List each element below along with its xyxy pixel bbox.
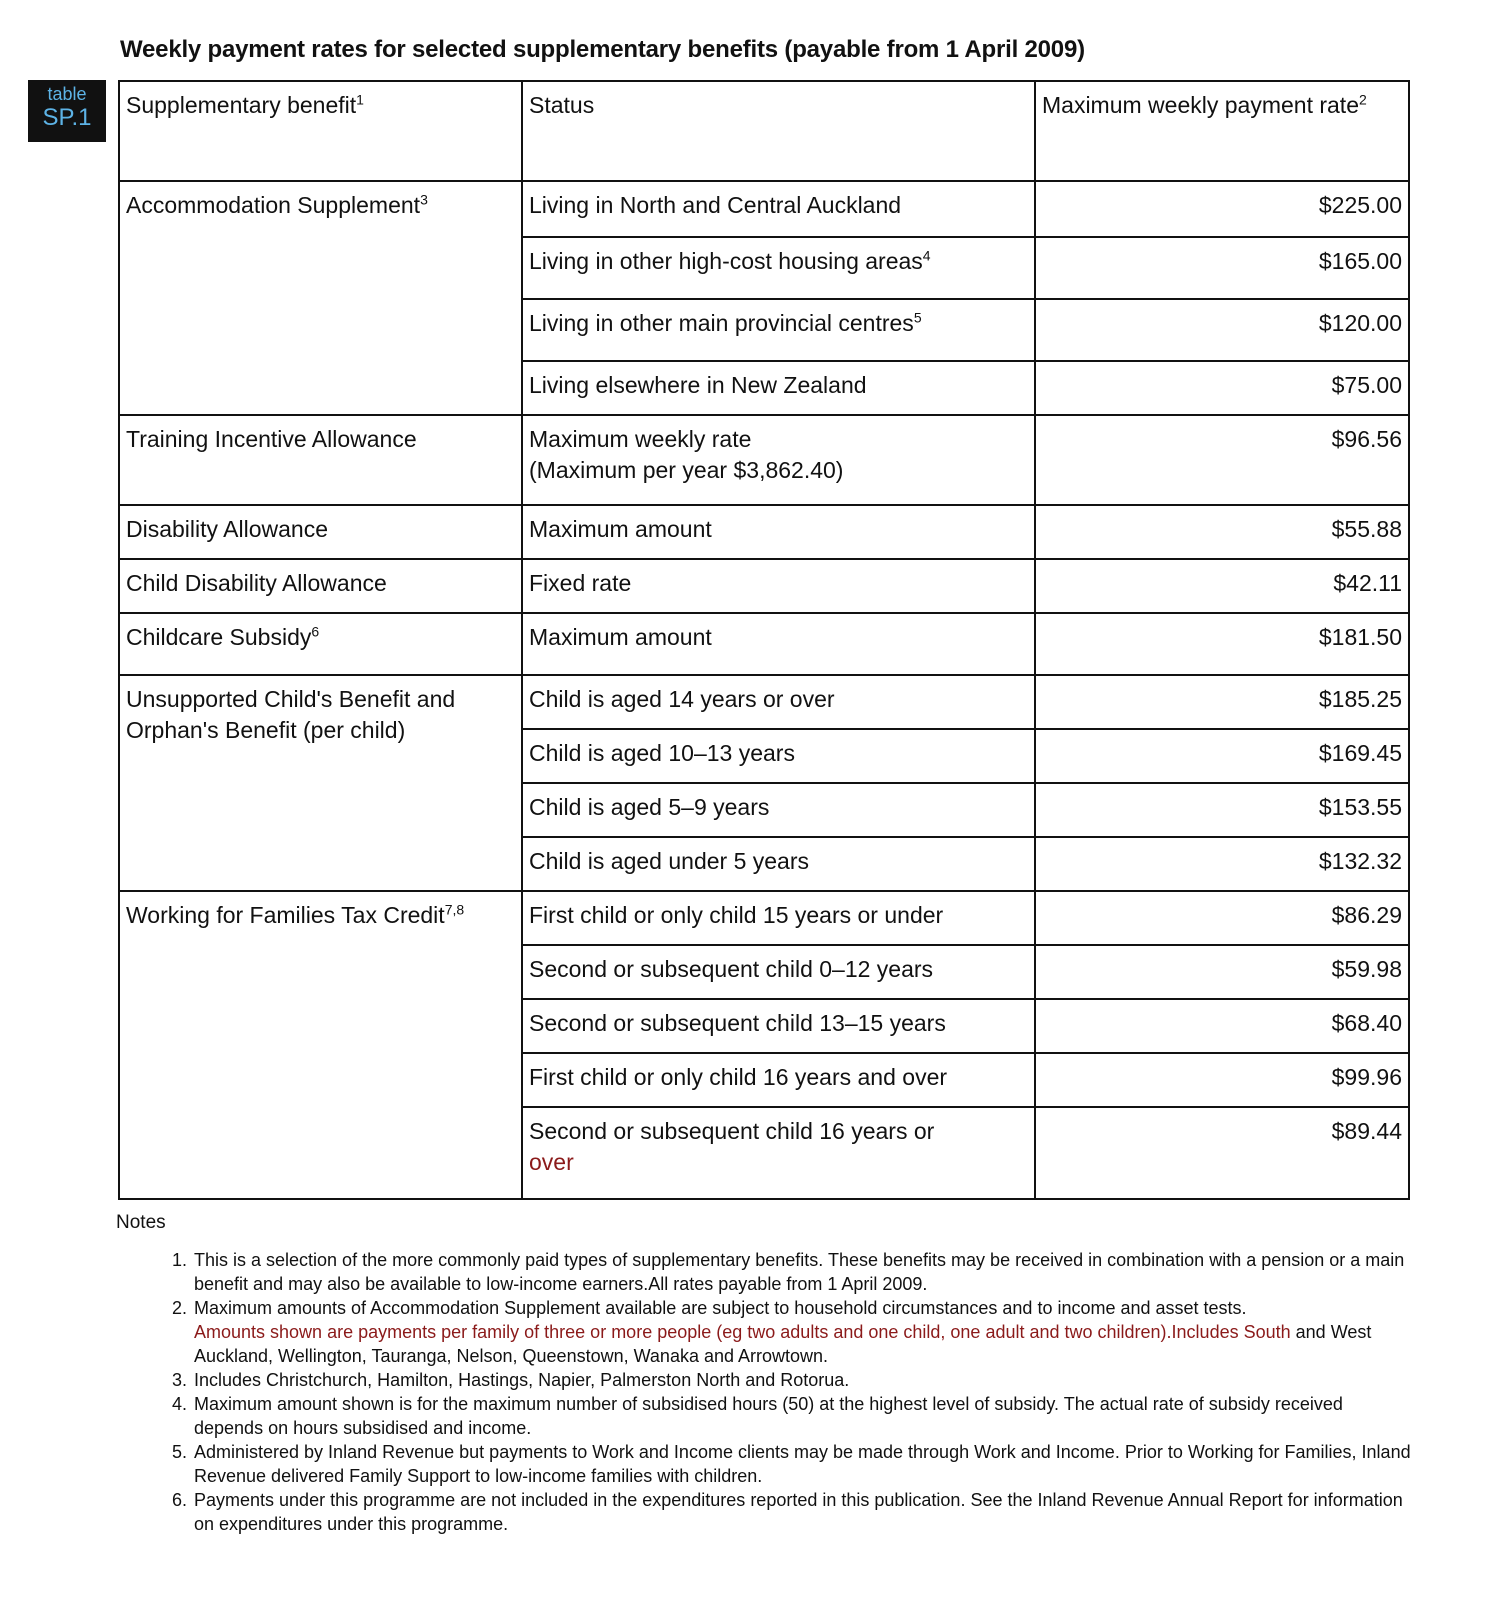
- table-row: [119, 613, 1409, 675]
- status-text: First child or only child 16 years and over: [529, 1064, 948, 1090]
- amount-cell: $153.55: [1035, 783, 1409, 837]
- status-cell: [522, 361, 1035, 415]
- amount-cell: $99.96: [1035, 1053, 1409, 1107]
- table-tag: [28, 80, 106, 142]
- table-body: [119, 181, 1409, 1199]
- status-cell: [522, 181, 1035, 237]
- benefit-footnote: 6: [311, 623, 320, 640]
- amount-cell: $132.32: [1035, 837, 1409, 891]
- status-text: Child is aged 14 years or over: [529, 686, 835, 712]
- amount-cell: $169.45: [1035, 729, 1409, 783]
- header-rate-label: Maximum weekly payment rate: [1042, 92, 1359, 118]
- status-text: Child is aged 5–9 years: [529, 794, 770, 820]
- benefit-name: Unsupported Child's Benefit and Orphan's Benefit (per child): [126, 686, 456, 743]
- note-text: Administered by Inland Revenue but payments to Work and Income clients may be made through Work and Income. Prior to Working for Families, Inland Revenue delivered Family Support to low-income families with children.: [194, 1442, 1411, 1486]
- amount-cell: $120.00: [1035, 299, 1409, 361]
- status-cell: [522, 559, 1035, 613]
- amount-cell: $89.44: [1035, 1107, 1409, 1199]
- header-rate: [1035, 81, 1409, 181]
- benefit-footnote: 3: [420, 191, 428, 208]
- amount-cell: $165.00: [1035, 237, 1409, 299]
- header-benefit: [119, 81, 522, 181]
- status-text: Second or subsequent child 0–12 years: [529, 956, 934, 982]
- note-item: [192, 1392, 1412, 1440]
- amount-cell: $86.29: [1035, 891, 1409, 945]
- header-row: [119, 81, 1409, 181]
- status-footnote: 4: [922, 247, 931, 264]
- benefit-cell: [119, 613, 522, 675]
- status-cell: [522, 1053, 1035, 1107]
- status-text: Maximum weekly rate: [529, 426, 752, 452]
- status-cell: [522, 783, 1035, 837]
- header-status-label: Status: [529, 92, 595, 118]
- status-cell: [522, 237, 1035, 299]
- benefit-cell: [119, 559, 522, 613]
- amount-cell: $59.98: [1035, 945, 1409, 999]
- note-text: Maximum amounts of Accommodation Supplement available are subject to household circumstances and to income and asset tests.: [194, 1298, 1247, 1318]
- table-row: [119, 505, 1409, 559]
- header-benefit-label: Supplementary benefit: [126, 92, 357, 118]
- benefit-name: Childcare Subsidy: [126, 624, 312, 650]
- note-item: [192, 1248, 1412, 1296]
- note-item: [192, 1440, 1412, 1488]
- header-benefit-footnote: 1: [356, 91, 364, 108]
- amount-cell: $75.00: [1035, 361, 1409, 415]
- note-text: Maximum amount shown is for the maximum number of subsidised hours (50) at the highest level of subsidy. The actual rate of subsidy received depends on hours subsidised and income.: [194, 1394, 1343, 1438]
- note-text: Includes Christchurch, Hamilton, Hastings, Napier, Palmerston North and Rotorua.: [194, 1370, 850, 1390]
- benefit-name: Accommodation Supplement: [126, 192, 421, 218]
- status-cell: [522, 945, 1035, 999]
- status-text: Maximum amount: [529, 516, 712, 542]
- benefit-cell: [119, 415, 522, 505]
- table-tag-label: table: [47, 84, 87, 104]
- status-cell: [522, 891, 1035, 945]
- status-text: Living in North and Central Auckland: [529, 192, 902, 218]
- table-row: [119, 675, 1409, 729]
- note-item: [192, 1368, 1412, 1392]
- status-text: Living in other main provincial centres: [529, 310, 914, 336]
- amount-cell: $68.40: [1035, 999, 1409, 1053]
- status-cell: [522, 999, 1035, 1053]
- notes-heading: Notes: [116, 1212, 166, 1233]
- status-text: Child is aged under 5 years: [529, 848, 809, 874]
- status-text: Living in other high-cost housing areas: [529, 248, 923, 274]
- note-text: This is a selection of the more commonly paid types of supplementary benefits. These benefits may be received in combination with a pension or a main benefit and may also be available to low-income earners.All rates payable from 1 April 2009.: [194, 1250, 1405, 1294]
- table-row: [119, 559, 1409, 613]
- status-text: Second or subsequent child 16 years or: [529, 1118, 935, 1144]
- table-row: [119, 891, 1409, 945]
- page-title: Weekly payment rates for selected supplementary benefits (payable from 1 April 2009): [120, 36, 1085, 63]
- status-text: Maximum amount: [529, 624, 712, 650]
- amount-cell: $96.56: [1035, 415, 1409, 505]
- status-text: Living elsewhere in New Zealand: [529, 372, 867, 398]
- status-text: Fixed rate: [529, 570, 632, 596]
- status-cell: [522, 299, 1035, 361]
- status-cell: [522, 505, 1035, 559]
- benefit-footnote: 7,8: [444, 901, 465, 918]
- header-rate-footnote: 2: [1359, 91, 1367, 108]
- status-text-line2: (Maximum per year $3,862.40): [529, 457, 844, 483]
- table-row: [119, 415, 1409, 505]
- note-extra-text: Amounts shown are payments per family of three or more people (eg two adults and one child, one adult and two children).Includes South: [194, 1322, 1291, 1342]
- amount-cell: $55.88: [1035, 505, 1409, 559]
- status-text: Child is aged 10–13 years: [529, 740, 795, 766]
- notes-list: [150, 1248, 1412, 1536]
- amount-cell: $185.25: [1035, 675, 1409, 729]
- amount-cell: $42.11: [1035, 559, 1409, 613]
- note-item: [192, 1296, 1412, 1368]
- benefit-name: Disability Allowance: [126, 516, 328, 542]
- status-text-line2: over: [529, 1149, 574, 1175]
- benefit-name: Child Disability Allowance: [126, 570, 387, 596]
- note-item: [192, 1488, 1412, 1536]
- status-cell: [522, 729, 1035, 783]
- benefit-cell: [119, 675, 522, 891]
- amount-cell: $225.00: [1035, 181, 1409, 237]
- note-tail-text: and West Auckland, Wellington, Tauranga, Nelson, Queenstown, Wanaka and Arrowtown.: [194, 1322, 1372, 1366]
- benefit-cell: [119, 181, 522, 415]
- header-status: [522, 81, 1035, 181]
- benefit-cell: [119, 891, 522, 1199]
- status-text: First child or only child 15 years or under: [529, 902, 944, 928]
- status-footnote: 5: [913, 309, 922, 326]
- benefit-cell: [119, 505, 522, 559]
- table-row: [119, 181, 1409, 237]
- benefits-table: [118, 80, 1410, 1200]
- benefit-name: Working for Families Tax Credit: [126, 902, 445, 928]
- table-tag-number: SP.1: [42, 104, 92, 131]
- benefit-name: Training Incentive Allowance: [126, 426, 417, 452]
- status-text: Second or subsequent child 13–15 years: [529, 1010, 946, 1036]
- note-text: Payments under this programme are not included in the expenditures reported in this publication. See the Inland Revenue Annual Report for information on expenditures under this programme.: [194, 1490, 1403, 1534]
- status-cell: [522, 415, 1035, 505]
- amount-cell: $181.50: [1035, 613, 1409, 675]
- status-cell: [522, 837, 1035, 891]
- status-cell: [522, 613, 1035, 675]
- status-cell: [522, 675, 1035, 729]
- status-cell: [522, 1107, 1035, 1199]
